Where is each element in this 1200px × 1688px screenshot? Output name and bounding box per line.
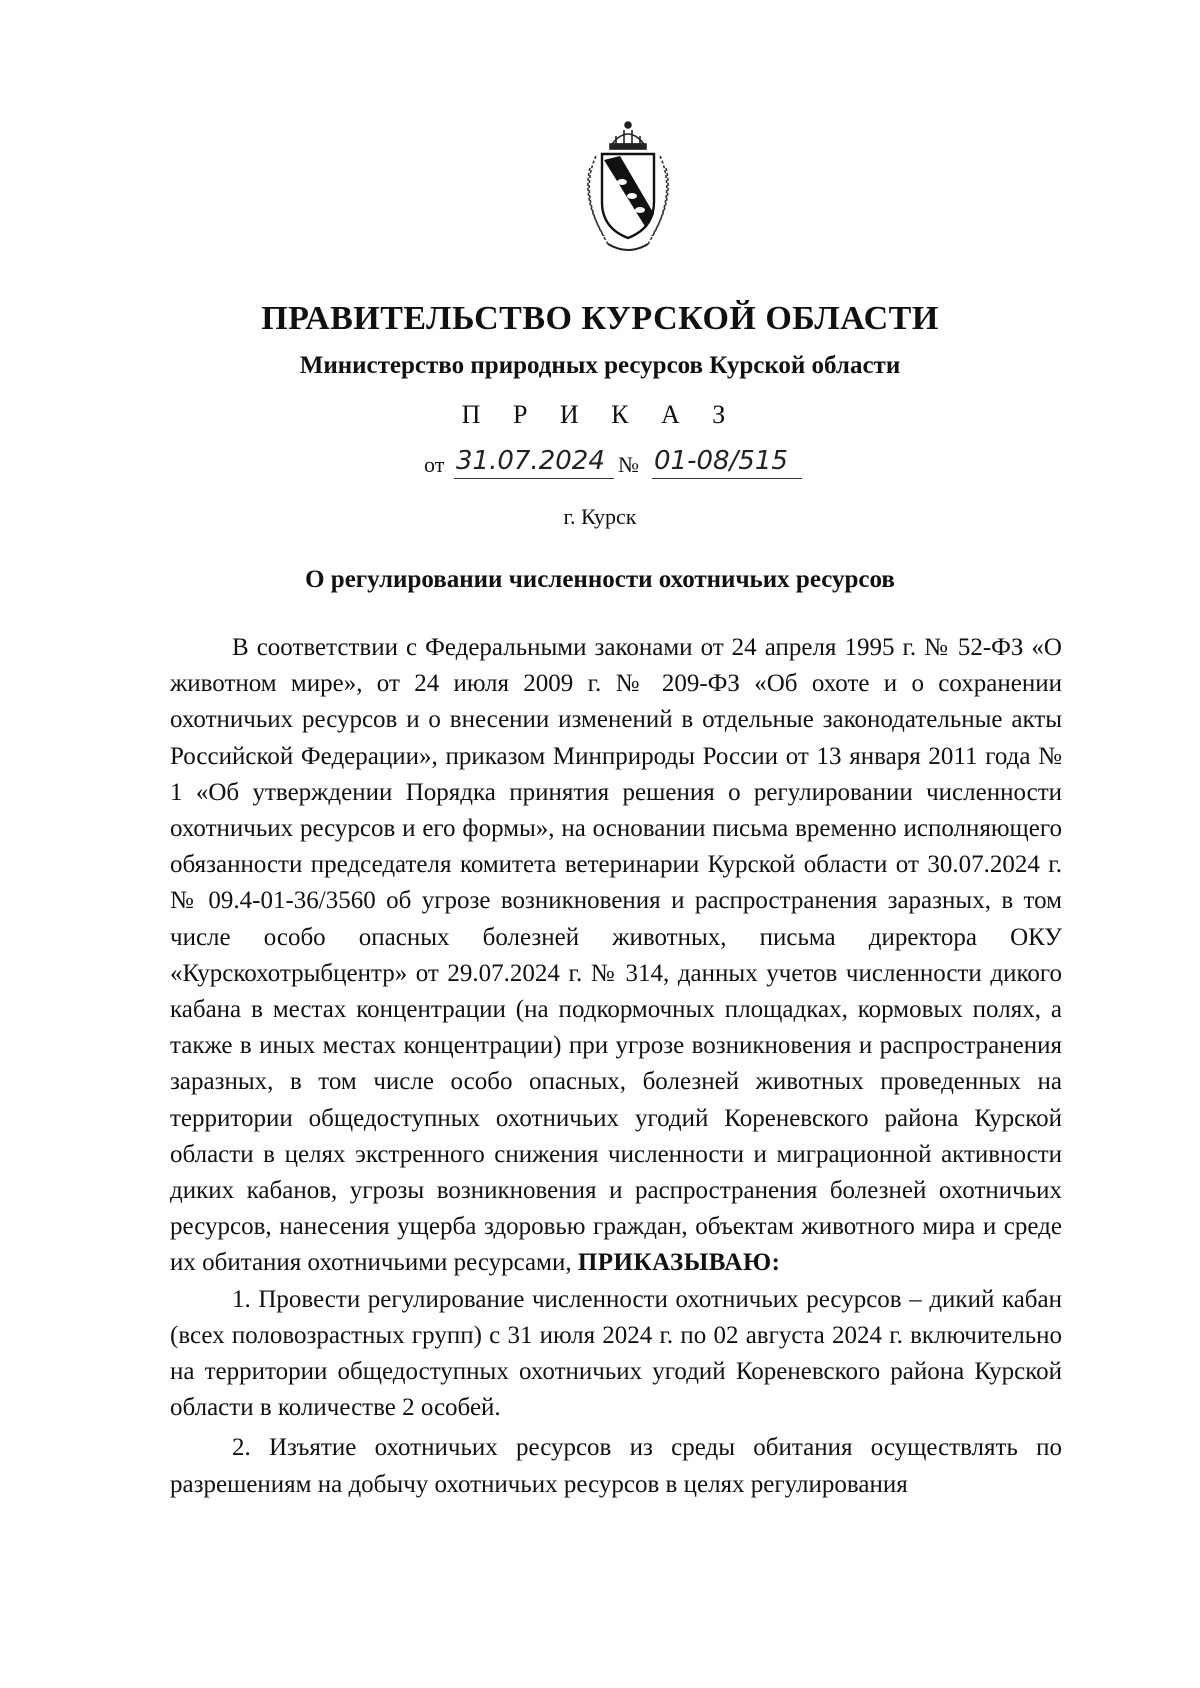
order-date-number-line (424, 448, 844, 484)
order-colon: : (771, 1249, 781, 1277)
number-prefix: № (618, 452, 639, 477)
ministry-title: Министерство природных ресурсов Курской области (299, 352, 901, 379)
order-number-handwritten: 01-08/515 (654, 446, 788, 476)
order-subject: О регулировании численности охотничьих ресурсов (305, 566, 895, 593)
government-title: ПРАВИТЕЛЬСТВО КУРСКОЙ ОБЛАСТИ (261, 300, 939, 337)
preamble-text: В соответствии с Федеральными законами от 24 апреля 1995 г. № 52-ФЗ «О животном мире», от 24 июля 2009 г. № 209-ФЗ «Об охоте и о сохранении охотничьих ресурсов и о внесении изменений в отдельные законодательные акты Российской Федерации», приказом Минприроды России от 13 января 2011 года № 1 «Об утверждении Порядка принятия решения о регулировании численности охотничьих ресурсов и его формы», на основании письма временно исполняющего обязанности председателя комитета ветеринарии Курской области от 30.07.2024 г. № 09.4-01-36/3560 об угрозе возникновения и распространения заразных, в том числе особо опасных болезней животных, письма директора ОКУ «Курскохотрыбцентр» от 29.07.2024 г. № 314, данных учетов численности дикого кабана в местах концентрации (на подкормочных площадках, кормовых полях, а также в иных местах концентрации) при угрозе возникновения и распространения заразных, в том числе особо опасных, болезней животных проведенных на территории общедоступных охотничьих угодий Кореневского района Курской области в целях экстренного снижения численности и миграционной активности диких кабанов, угрозы возникновения и распространения болезней охотничьих ресурсов, нанесения ущерба здоровью граждан, объектам животного мира и среде их обитания охотничьими ресурсами, (170, 634, 1062, 1277)
order-item-1: 1. Провести регулирование численности охотничьих ресурсов – дикий кабан (всех половозрастных групп) с 31 июля 2024 г. по 02 августа 2024 г. включительно на территории общедоступных охотничьих угодий Кореневского района Курской области в количестве 2 особей. (170, 1285, 1062, 1422)
coat-of-arms-emblem (568, 116, 688, 260)
order-item-2: 2. Изъятие охотничьих ресурсов из среды обитания осуществлять по разрешениям на добычу охотничьих ресурсов в целях регулирования (170, 1434, 1062, 1498)
order-title: П Р И К А З (461, 400, 739, 429)
preamble-paragraph (170, 630, 1062, 1282)
date-underline (454, 478, 614, 479)
date-prefix: от (424, 452, 445, 477)
number-underline (652, 478, 802, 479)
order-date-handwritten: 31.07.2024 (456, 446, 605, 476)
city-label: г. Курск (563, 504, 637, 529)
order-body (170, 630, 1062, 1503)
order-word: ПРИКАЗЫВАЮ (577, 1249, 772, 1277)
